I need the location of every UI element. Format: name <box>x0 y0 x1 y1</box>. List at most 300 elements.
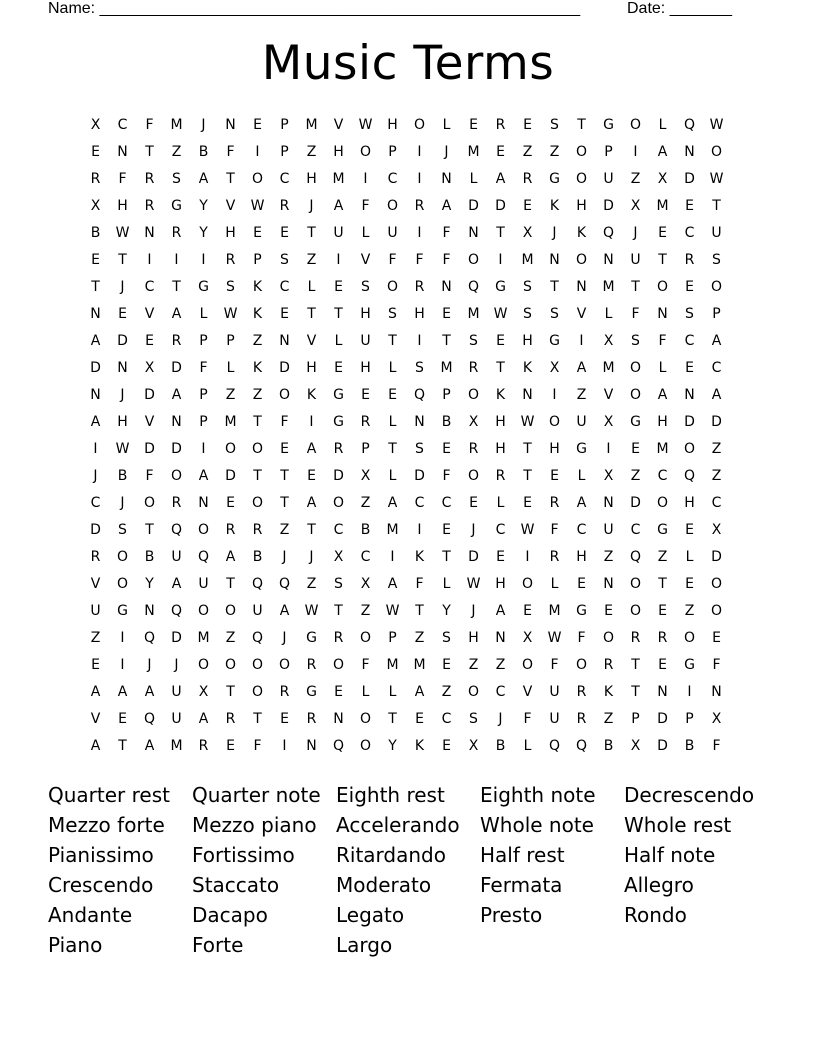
grid-letter[interactable]: P <box>388 630 397 646</box>
grid-letter[interactable]: M <box>440 360 453 376</box>
grid-letter[interactable]: C <box>90 495 101 511</box>
grid-letter[interactable]: F <box>118 171 127 187</box>
grid-letter[interactable]: H <box>576 198 587 214</box>
grid-letter[interactable]: R <box>657 630 668 646</box>
grid-letter[interactable]: E <box>145 333 154 349</box>
grid-letter[interactable]: D <box>333 468 344 484</box>
grid-letter[interactable]: R <box>549 549 560 565</box>
grid-letter[interactable]: J <box>120 495 125 511</box>
grid-letter[interactable]: D <box>468 198 479 214</box>
grid-letter[interactable]: I <box>687 684 692 700</box>
grid-letter[interactable]: O <box>278 387 291 403</box>
grid-letter[interactable]: R <box>144 198 155 214</box>
grid-letter[interactable]: O <box>710 144 723 160</box>
grid-letter[interactable]: R <box>360 414 371 430</box>
grid-letter[interactable]: I <box>201 252 206 268</box>
grid-letter[interactable]: R <box>225 252 236 268</box>
grid-letter[interactable]: E <box>469 117 478 133</box>
grid-letter[interactable]: T <box>658 576 667 592</box>
grid-letter[interactable]: N <box>171 414 182 430</box>
grid-letter[interactable]: R <box>468 360 479 376</box>
grid-letter[interactable]: E <box>226 738 235 754</box>
grid-letter[interactable]: Q <box>548 738 561 754</box>
grid-letter[interactable]: O <box>710 603 723 619</box>
grid-letter[interactable]: D <box>657 738 668 754</box>
grid-letter[interactable]: S <box>523 306 532 322</box>
grid-letter[interactable]: J <box>444 144 449 160</box>
grid-letter[interactable]: T <box>334 306 343 322</box>
grid-letter[interactable]: L <box>658 360 667 376</box>
grid-letter[interactable]: O <box>629 117 642 133</box>
grid-letter[interactable]: I <box>552 387 557 403</box>
grid-letter[interactable]: L <box>361 684 370 700</box>
grid-letter[interactable]: W <box>493 306 508 322</box>
grid-letter[interactable]: K <box>252 360 263 376</box>
grid-letter[interactable]: M <box>602 279 615 295</box>
grid-letter[interactable]: T <box>118 738 127 754</box>
grid-letter[interactable]: H <box>468 630 479 646</box>
grid-letter[interactable]: O <box>359 144 372 160</box>
grid-letter[interactable]: H <box>360 360 371 376</box>
grid-letter[interactable]: O <box>170 468 183 484</box>
grid-letter[interactable]: K <box>306 387 317 403</box>
grid-letter[interactable]: L <box>199 306 208 322</box>
grid-letter[interactable]: G <box>657 522 668 538</box>
grid-letter[interactable]: E <box>442 657 451 673</box>
grid-letter[interactable]: E <box>712 630 721 646</box>
grid-letter[interactable]: A <box>657 387 668 403</box>
grid-letter[interactable]: A <box>90 414 101 430</box>
grid-letter[interactable]: O <box>467 684 480 700</box>
grid-letter[interactable]: R <box>414 279 425 295</box>
grid-letter[interactable]: L <box>388 360 397 376</box>
grid-letter[interactable]: E <box>604 603 613 619</box>
grid-letter[interactable]: A <box>387 495 398 511</box>
grid-letter[interactable]: A <box>144 738 155 754</box>
grid-letter[interactable]: O <box>548 414 561 430</box>
grid-letter[interactable]: N <box>603 252 614 268</box>
grid-letter[interactable]: Z <box>360 603 371 619</box>
grid-letter[interactable]: I <box>363 171 368 187</box>
grid-letter[interactable]: E <box>91 144 100 160</box>
grid-letter[interactable]: F <box>712 657 721 673</box>
grid-letter[interactable]: R <box>225 522 236 538</box>
grid-letter[interactable]: C <box>387 171 398 187</box>
grid-letter[interactable]: O <box>629 576 642 592</box>
grid-letter[interactable]: I <box>174 252 179 268</box>
grid-letter[interactable]: C <box>711 360 722 376</box>
grid-letter[interactable]: M <box>386 522 399 538</box>
grid-letter[interactable]: O <box>386 198 399 214</box>
grid-letter[interactable]: F <box>226 144 235 160</box>
grid-letter[interactable]: K <box>576 225 587 241</box>
grid-letter[interactable]: T <box>307 522 316 538</box>
grid-letter[interactable]: B <box>684 738 695 754</box>
grid-letter[interactable]: A <box>387 576 398 592</box>
grid-letter[interactable]: X <box>360 468 371 484</box>
grid-letter[interactable]: F <box>442 468 451 484</box>
grid-letter[interactable]: R <box>468 441 479 457</box>
grid-letter[interactable]: T <box>442 333 451 349</box>
grid-letter[interactable]: S <box>118 522 127 538</box>
grid-letter[interactable]: N <box>198 495 209 511</box>
grid-letter[interactable]: M <box>413 657 426 673</box>
grid-letter[interactable]: Z <box>306 576 317 592</box>
grid-letter[interactable]: E <box>280 441 289 457</box>
grid-letter[interactable]: E <box>658 225 667 241</box>
grid-letter[interactable]: O <box>521 657 534 673</box>
grid-letter[interactable]: T <box>280 495 289 511</box>
grid-letter[interactable]: Z <box>252 333 263 349</box>
grid-letter[interactable]: I <box>120 630 125 646</box>
grid-letter[interactable]: E <box>685 360 694 376</box>
grid-letter[interactable]: D <box>144 387 155 403</box>
grid-letter[interactable]: F <box>712 738 721 754</box>
grid-letter[interactable]: Q <box>575 738 588 754</box>
grid-letter[interactable]: F <box>145 468 154 484</box>
grid-letter[interactable]: E <box>388 387 397 403</box>
grid-letter[interactable]: G <box>603 117 614 133</box>
grid-letter[interactable]: X <box>630 198 641 214</box>
grid-letter[interactable]: U <box>576 414 587 430</box>
grid-letter[interactable]: R <box>414 198 425 214</box>
grid-letter[interactable]: D <box>711 414 722 430</box>
grid-letter[interactable]: I <box>120 657 125 673</box>
grid-letter[interactable]: H <box>495 414 506 430</box>
grid-letter[interactable]: I <box>417 333 422 349</box>
grid-letter[interactable]: E <box>469 495 478 511</box>
grid-letter[interactable]: Q <box>143 630 156 646</box>
grid-letter[interactable]: R <box>630 630 641 646</box>
grid-letter[interactable]: K <box>414 738 425 754</box>
grid-letter[interactable]: D <box>630 495 641 511</box>
grid-letter[interactable]: T <box>388 711 397 727</box>
grid-letter[interactable]: O <box>359 711 372 727</box>
grid-letter[interactable]: N <box>711 684 722 700</box>
grid-letter[interactable]: H <box>657 414 668 430</box>
grid-letter[interactable]: F <box>361 657 370 673</box>
grid-letter[interactable]: J <box>282 630 287 646</box>
grid-letter[interactable]: Z <box>225 630 236 646</box>
grid-letter[interactable]: J <box>120 387 125 403</box>
grid-letter[interactable]: T <box>253 468 262 484</box>
grid-letter[interactable]: S <box>442 630 451 646</box>
grid-letter[interactable]: D <box>117 333 128 349</box>
grid-letter[interactable]: O <box>251 171 264 187</box>
grid-letter[interactable]: K <box>522 360 533 376</box>
grid-letter[interactable]: E <box>685 279 694 295</box>
grid-letter[interactable]: N <box>684 387 695 403</box>
grid-letter[interactable]: N <box>603 576 614 592</box>
grid-letter[interactable]: K <box>549 198 560 214</box>
grid-letter[interactable]: T <box>577 117 586 133</box>
grid-letter[interactable]: T <box>523 468 532 484</box>
grid-letter[interactable]: Q <box>602 225 615 241</box>
grid-letter[interactable]: R <box>90 171 101 187</box>
grid-letter[interactable]: D <box>171 441 182 457</box>
grid-letter[interactable]: N <box>414 414 425 430</box>
grid-letter[interactable]: E <box>118 711 127 727</box>
grid-letter[interactable]: R <box>171 333 182 349</box>
grid-letter[interactable]: O <box>467 387 480 403</box>
grid-letter[interactable]: E <box>280 711 289 727</box>
grid-letter[interactable]: O <box>251 495 264 511</box>
grid-letter[interactable]: T <box>280 468 289 484</box>
grid-letter[interactable]: I <box>93 441 98 457</box>
grid-letter[interactable]: A <box>576 495 587 511</box>
grid-letter[interactable]: F <box>523 711 532 727</box>
grid-letter[interactable]: O <box>413 117 426 133</box>
grid-letter[interactable]: O <box>683 441 696 457</box>
grid-letter[interactable]: A <box>414 684 425 700</box>
grid-letter[interactable]: G <box>171 198 182 214</box>
grid-letter[interactable]: N <box>468 225 479 241</box>
grid-letter[interactable]: Q <box>170 603 183 619</box>
grid-letter[interactable]: M <box>521 252 534 268</box>
grid-letter[interactable]: P <box>199 333 208 349</box>
grid-letter[interactable]: U <box>90 603 101 619</box>
grid-letter[interactable]: W <box>358 117 373 133</box>
grid-letter[interactable]: B <box>495 738 506 754</box>
grid-letter[interactable]: T <box>118 252 127 268</box>
grid-letter[interactable]: O <box>224 657 237 673</box>
grid-letter[interactable]: T <box>307 225 316 241</box>
grid-letter[interactable]: A <box>495 603 506 619</box>
grid-letter[interactable]: J <box>309 198 314 214</box>
grid-letter[interactable]: B <box>252 549 263 565</box>
grid-letter[interactable]: V <box>576 306 587 322</box>
grid-letter[interactable]: P <box>604 144 613 160</box>
grid-letter[interactable]: Z <box>360 495 371 511</box>
grid-letter[interactable]: G <box>306 630 317 646</box>
grid-letter[interactable]: C <box>279 279 290 295</box>
grid-letter[interactable]: V <box>360 252 371 268</box>
grid-letter[interactable]: O <box>575 657 588 673</box>
grid-letter[interactable]: T <box>307 306 316 322</box>
grid-letter[interactable]: R <box>333 441 344 457</box>
grid-letter[interactable]: I <box>147 252 152 268</box>
grid-letter[interactable]: V <box>333 117 344 133</box>
grid-letter[interactable]: D <box>144 441 155 457</box>
grid-letter[interactable]: U <box>603 522 614 538</box>
grid-letter[interactable]: J <box>471 522 476 538</box>
grid-letter[interactable]: T <box>415 603 424 619</box>
grid-letter[interactable]: T <box>442 549 451 565</box>
grid-letter[interactable]: C <box>144 279 155 295</box>
grid-letter[interactable]: T <box>145 522 154 538</box>
grid-letter[interactable]: L <box>361 225 370 241</box>
grid-letter[interactable]: Z <box>414 630 425 646</box>
grid-letter[interactable]: A <box>117 684 128 700</box>
grid-letter[interactable]: Z <box>657 549 668 565</box>
grid-letter[interactable]: V <box>144 306 155 322</box>
word-search-grid[interactable] <box>82 114 730 762</box>
grid-letter[interactable]: L <box>550 576 559 592</box>
grid-letter[interactable]: N <box>657 684 668 700</box>
grid-letter[interactable]: M <box>656 441 669 457</box>
grid-letter[interactable]: E <box>361 387 370 403</box>
grid-letter[interactable]: E <box>442 306 451 322</box>
grid-letter[interactable]: N <box>117 360 128 376</box>
grid-letter[interactable]: S <box>631 333 640 349</box>
grid-letter[interactable]: L <box>442 117 451 133</box>
grid-letter[interactable]: Y <box>199 225 208 241</box>
grid-letter[interactable]: H <box>495 441 506 457</box>
grid-letter[interactable]: E <box>334 360 343 376</box>
grid-letter[interactable]: R <box>252 522 263 538</box>
grid-letter[interactable]: A <box>657 144 668 160</box>
grid-letter[interactable]: F <box>550 522 559 538</box>
grid-letter[interactable]: Z <box>252 387 263 403</box>
grid-letter[interactable]: G <box>333 387 344 403</box>
grid-letter[interactable]: B <box>198 144 209 160</box>
grid-letter[interactable]: X <box>657 171 668 187</box>
grid-letter[interactable]: O <box>116 576 129 592</box>
grid-letter[interactable]: F <box>631 306 640 322</box>
grid-letter[interactable]: A <box>333 198 344 214</box>
grid-letter[interactable]: T <box>712 198 721 214</box>
grid-letter[interactable]: W <box>304 603 319 619</box>
grid-letter[interactable]: L <box>658 117 667 133</box>
grid-letter[interactable]: F <box>415 252 424 268</box>
grid-letter[interactable]: S <box>415 360 424 376</box>
grid-letter[interactable]: E <box>523 603 532 619</box>
grid-letter[interactable]: Z <box>468 657 479 673</box>
grid-letter[interactable]: O <box>602 630 615 646</box>
grid-letter[interactable]: L <box>226 360 235 376</box>
grid-letter[interactable]: X <box>468 414 479 430</box>
grid-letter[interactable]: Q <box>143 711 156 727</box>
grid-letter[interactable]: J <box>282 549 287 565</box>
grid-letter[interactable]: I <box>606 441 611 457</box>
grid-letter[interactable]: T <box>334 603 343 619</box>
grid-letter[interactable]: E <box>118 306 127 322</box>
grid-letter[interactable]: O <box>224 603 237 619</box>
grid-letter[interactable]: L <box>523 738 532 754</box>
grid-letter[interactable]: F <box>415 576 424 592</box>
grid-letter[interactable]: S <box>361 279 370 295</box>
grid-letter[interactable]: O <box>656 279 669 295</box>
grid-letter[interactable]: I <box>417 171 422 187</box>
grid-letter[interactable]: T <box>172 279 181 295</box>
grid-letter[interactable]: O <box>521 576 534 592</box>
grid-letter[interactable]: T <box>658 252 667 268</box>
grid-letter[interactable]: S <box>712 252 721 268</box>
grid-letter[interactable]: D <box>171 630 182 646</box>
grid-letter[interactable]: H <box>117 198 128 214</box>
grid-letter[interactable]: Y <box>442 603 451 619</box>
grid-letter[interactable]: W <box>115 225 130 241</box>
grid-letter[interactable]: V <box>306 333 317 349</box>
grid-letter[interactable]: I <box>201 441 206 457</box>
grid-letter[interactable]: U <box>360 333 371 349</box>
grid-letter[interactable]: K <box>252 306 263 322</box>
grid-letter[interactable]: C <box>657 468 668 484</box>
grid-letter[interactable]: Z <box>711 468 722 484</box>
grid-letter[interactable]: D <box>495 198 506 214</box>
grid-letter[interactable]: E <box>442 522 451 538</box>
grid-letter[interactable]: O <box>197 603 210 619</box>
grid-letter[interactable]: T <box>631 657 640 673</box>
grid-letter[interactable]: T <box>91 279 100 295</box>
grid-letter[interactable]: X <box>522 225 533 241</box>
grid-letter[interactable]: T <box>145 144 154 160</box>
grid-letter[interactable]: Q <box>251 576 264 592</box>
grid-letter[interactable]: F <box>361 198 370 214</box>
grid-letter[interactable]: A <box>306 441 317 457</box>
grid-letter[interactable]: U <box>630 252 641 268</box>
grid-letter[interactable]: O <box>143 495 156 511</box>
grid-letter[interactable]: I <box>498 252 503 268</box>
grid-letter[interactable]: Z <box>90 630 101 646</box>
grid-letter[interactable]: S <box>226 279 235 295</box>
grid-letter[interactable]: H <box>306 360 317 376</box>
grid-letter[interactable]: I <box>309 414 314 430</box>
grid-letter[interactable]: P <box>280 144 289 160</box>
grid-letter[interactable]: E <box>280 306 289 322</box>
grid-letter[interactable]: N <box>279 333 290 349</box>
grid-letter[interactable]: C <box>279 171 290 187</box>
grid-letter[interactable]: N <box>90 306 101 322</box>
grid-letter[interactable]: E <box>523 198 532 214</box>
grid-letter[interactable]: L <box>604 306 613 322</box>
grid-letter[interactable]: G <box>333 414 344 430</box>
grid-letter[interactable]: H <box>225 225 236 241</box>
grid-letter[interactable]: Z <box>495 657 506 673</box>
grid-letter[interactable]: X <box>90 117 101 133</box>
grid-letter[interactable]: C <box>414 495 425 511</box>
grid-letter[interactable]: E <box>631 441 640 457</box>
grid-letter[interactable]: E <box>496 333 505 349</box>
grid-letter[interactable]: W <box>520 414 535 430</box>
grid-letter[interactable]: O <box>629 360 642 376</box>
grid-letter[interactable]: G <box>549 171 560 187</box>
grid-letter[interactable]: E <box>415 711 424 727</box>
grid-letter[interactable]: R <box>225 711 236 727</box>
grid-letter[interactable]: U <box>711 225 722 241</box>
grid-letter[interactable]: X <box>333 549 344 565</box>
grid-letter[interactable]: V <box>144 414 155 430</box>
grid-letter[interactable]: G <box>306 684 317 700</box>
grid-letter[interactable]: D <box>279 360 290 376</box>
grid-letter[interactable]: C <box>576 522 587 538</box>
grid-letter[interactable]: R <box>306 657 317 673</box>
grid-letter[interactable]: M <box>467 306 480 322</box>
grid-letter[interactable]: D <box>684 171 695 187</box>
grid-letter[interactable]: K <box>495 387 506 403</box>
grid-letter[interactable]: K <box>252 279 263 295</box>
grid-letter[interactable]: V <box>90 711 101 727</box>
grid-letter[interactable]: M <box>170 117 183 133</box>
grid-letter[interactable]: N <box>576 279 587 295</box>
grid-letter[interactable]: G <box>198 279 209 295</box>
grid-letter[interactable]: X <box>90 198 101 214</box>
grid-letter[interactable]: H <box>576 549 587 565</box>
grid-letter[interactable]: H <box>306 171 317 187</box>
grid-letter[interactable]: I <box>579 333 584 349</box>
grid-letter[interactable]: U <box>198 576 209 592</box>
grid-letter[interactable]: R <box>279 198 290 214</box>
grid-letter[interactable]: E <box>226 495 235 511</box>
grid-letter[interactable]: R <box>576 711 587 727</box>
grid-letter[interactable]: J <box>633 225 638 241</box>
grid-letter[interactable]: G <box>117 603 128 619</box>
grid-letter[interactable]: S <box>469 333 478 349</box>
grid-letter[interactable]: P <box>280 117 289 133</box>
grid-letter[interactable]: C <box>360 549 371 565</box>
grid-letter[interactable]: U <box>549 684 560 700</box>
grid-letter[interactable]: O <box>575 252 588 268</box>
